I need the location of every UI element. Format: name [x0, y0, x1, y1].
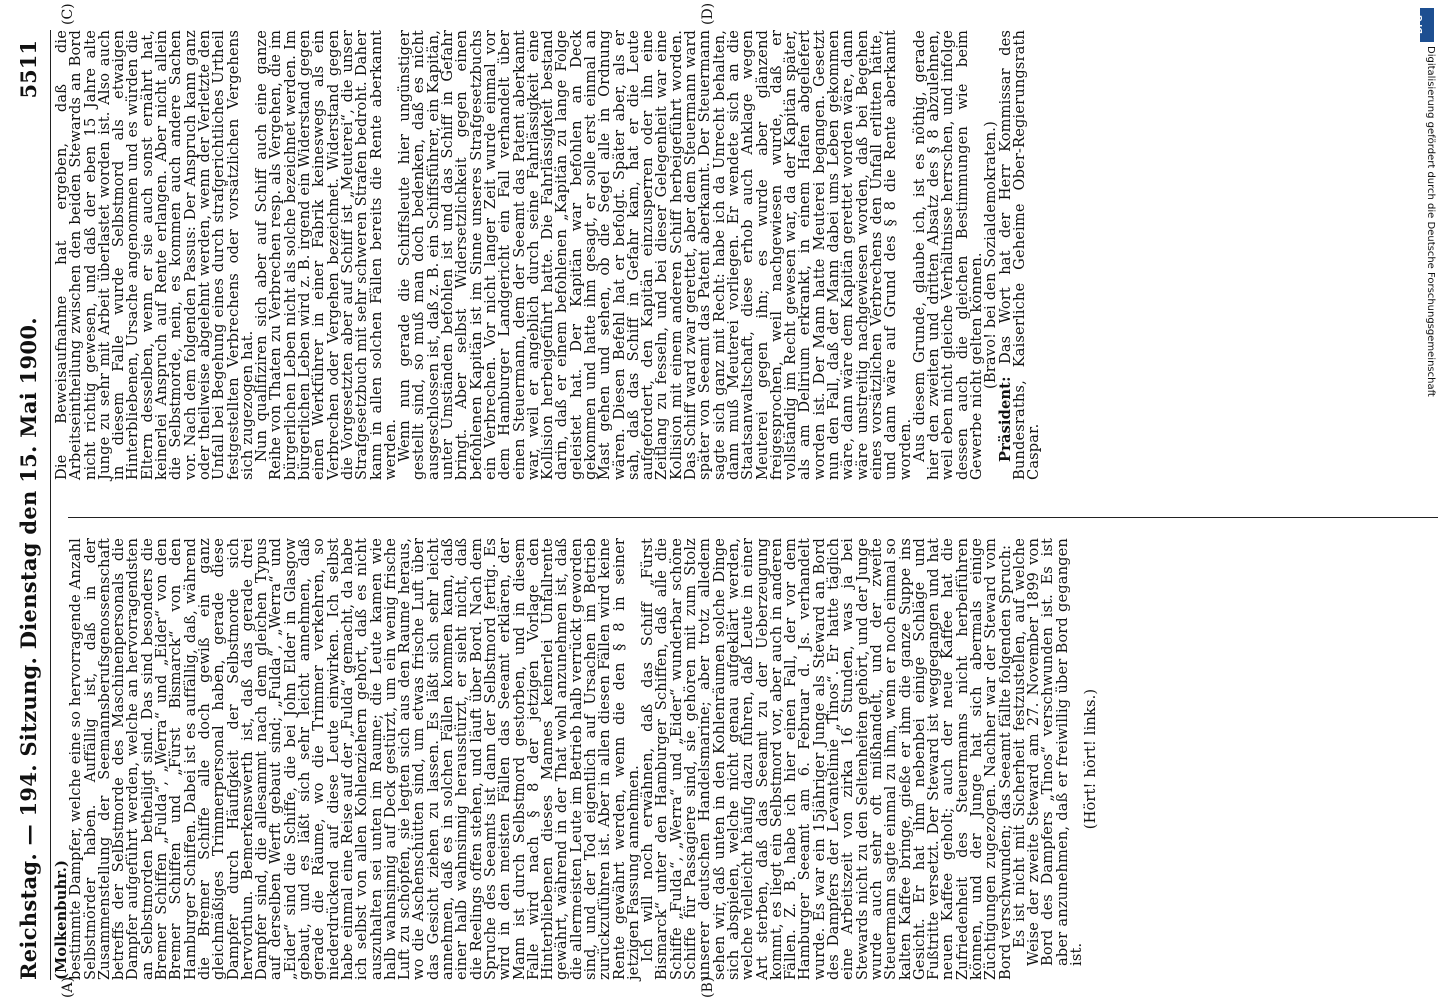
margin-marker-a: (A) [60, 976, 76, 998]
dfg-logo: DFG [1420, 8, 1434, 42]
dfg-note: Digitalisierung gefördert durch die Deutsche Forschungsgemeinschaft [1425, 46, 1436, 397]
interjection: (Hört! hört! links.) [1082, 688, 1100, 830]
page-header [10, 40, 50, 980]
paragraph: Ich will noch erwähnen, daß das Schiff „Fürst Bismarck“ unter den Hamburger Schiffen, daß alle die Schiffe „Fulda“, „Werra“ und „Eider“ wunderbar schöne Schiffe für Passagiere sind, sie gehören mit zum Stolz unserer deutschen Handelsmarine; aber trotz alledem sehen wir, daß unten in den Kohlenräumen solche Dinge sich abspielen, welche nicht genau aufgeklärt werden, welche vielleicht häufig dazu führen, daß Leute in einer Art sterben, daß das Seeamt zu der Ueberzeugung kommt, es liegt ein Selbstmord vor, aber auch in anderen Fällen. Z. B. habe ich hier einen Fall, der vor dem Hamburger Seeamt am 6. Februar d. Js. verhandelt wurde. Es war ein 15jähriger Junge als Steward an Bord des Dampfers der Levantelinie „Tinos“. Er hatte täglich eine Arbeitszeit von zirka 16 Stunden, was ja bei Stewards nicht zu den Seltenheiten gehört, und der Junge wurde auch sehr oft mißhandelt, und der zweite Steuermann sagte einmal zu ihm, wenn er noch einmal so kalten Kaffee bringe, gieße er ihm die ganze Suppe ins Gesicht. Er hat ihm nebenbei einige Schläge und Fußtritte versetzt. Der Steward ist weggegangen und hat neuen Kaffee geholt; auch der neue Kaffee hat die Zufriedenheit des Steuermanns nicht herbeiführen können, und der Junge hat sich abermals einige Züchtigungen zugezogen. Nachher war der Steward vom Bord verschwunden; das Seeamt fällte folgenden Spruch: [639, 538, 1014, 980]
paragraph: Nun qualifiziren sich aber auf Schiff auch eine ganze Reihe von Thaten zu Verbrechen resp. als Vergehen, die im bürgerlichen Leben nicht als solche bezeichnet werden. Im bürgerlichen Leben wird z. B. irgend ein Widerstand gegen einen Werkführer in einer Fabrik keineswegs als ein Verbrechen oder Vergehen bezeichnet. Widerstand gegen die Vorgesetzten aber auf Schiff ist „Meuterei“, die unser Strafgesetzbuch mit sehr schweren Strafen bedroht. Daher kann in allen solchen Fällen bereits die Rente aberkannt werden. [253, 30, 399, 480]
margin-marker-c: (C) [60, 3, 76, 25]
president-paragraph [996, 30, 1043, 480]
paragraph: Wenn nun gerade die Schiffsleute hier ungünstiger gestellt sind, so muß man doch bedenken, daß es nicht ausgeschlossen ist, daß z. B. ein Schiffsführer, ein Kapitän, unter Umständen befohlen ist und das Schiff in Gefahr bringt. Aber selbst Widersetzlichkeit gegen einen befohlenen Kapitän ist im Sinne unseres Strafgesetzbuchs ein Verbrechen. Vor nicht langer Zeit wurde einmal vor dem Hamburger Landgericht ein Fall verhandelt über einen Steuermann, dem der Seeamt das Patent aberkannt war, weil er angeblich durch seine Fahrlässigkeit eine Kollision herbeigeführt hatte. Die Fahrlässigkeit bestand darin, daß er einem befohlenen „Kapitän zu lange Folge geleistet hat. Der Kapitän war befohlen an Deck gekommen und hatte ihm gesagt, er solle erst einmal an Mast gehen und sehen, ob die Segel alle in Ordnung wären. Diesen Befehl hat er befolgt. Später aber, als er sah, daß das Schiff in Gefahr kam, hat er die Leute aufgefordert, den Kapitän einzusperren oder ihn eine Zeitlang zu fesseln, und bei dieser Gelegenheit war eine Kollision mit einem anderen Schiff herbeigeführt worden. Das Schiff ward zwar gerettet, aber dem Steuermann ward später von Seeamt das Patent aberkannt. Der Steuermann sagte sich ganz mit Recht: habe ich da Unrecht behalten, dann muß Meuterei vorliegen. Er wendete sich an die Staatsanwaltschaft, diese erhob auch Anklage wegen Meuterei gegen ihn; es wurde aber glänzend freigesprochen, weil nachgewiesen wurde, daß er vollständig im Recht gewesen war, da der Kapitän später, als am Delirium erkrankt, in einem Hafen abgeliefert worden ist. Der Mann hatte Meuterei begangen. Gesetzt nun den Fall, daß der Mann dabei ums Leben gekommen wäre, dann wäre dem Kapitän gerettet worden wäre, dann wäre unstreitig nachgewiesen worden, daß bei Begehen eines vorsätzlichen Verbrechens den Unfall erlitten hätte, und dann wäre auf Grund des § 8 die Rente aberkannt worden. [396, 30, 914, 480]
page-number: 5511 [16, 40, 41, 99]
header-rule [50, 30, 51, 980]
paragraph: Es ist nicht mit Sicherheit festzustellen, auf welche Weise der zweite Steward am 27. November 1899 von Bord des Dampfers „Tinos“ verschwunden ist. Es ist aber anzunehmen, daß er freiwillig über Bord gegangen ist. [1010, 538, 1086, 966]
margin-marker-b: (B) [700, 976, 716, 998]
page-title: Reichstag. — 194. Sitzung. Dienstag den 15. Mai 1900. [16, 317, 41, 980]
speaker-name: (Molkenbuhr.) [53, 859, 70, 980]
margin-marker-d: (D) [700, 2, 716, 25]
applause-note: (Bravo! bei den Sozialdemokraten.) [982, 121, 1000, 389]
paragraph: bestimmte Dampfer, welche eine so hervorragende Anzahl Selbstmörder haben. Auffällig ist, daß in der Zusammenstellung der Seemannsberufsgenossenschaft betreffs der Selbstmorde des Maschinenpersonals die Dampfer aufgeführt werden, welche an hervorragendsten an Selbstmorden betheiligt sind. Das sind besonders die Bremer Schiffen „Fulda“, „Werra“ und „Eider“ von den Bremer Schiffen und „Fürst Bismarck“ von den Hamburger Schiffen. Dabei ist es auffällig, daß, während die Bremer Schiffe alle doch gewiß ein ganz gleichmäßiges Trimmerpersonal haben, gerade diese Dampfer durch Häufigkeit der Selbstmorde sich hervorthun. Bemerkenswerth ist, daß das gerade drei Dampfer sind, die allesammt nach dem gleichen Typus auf derselben Werft gebaut sind; „Fulda“, „Werra“ und „Eider“ sind die Schiffe, die bei John Elder in Glasgow gebaut, und es läßt sich sehr leicht annehmen, daß gerade die Räume, wo die Trimmer verkehren, so niederdrückend auf diese Leute einwirken. Ich selbst habe einmal eine Reise auf der „Fulda“ gemacht, da habe ich selbst von allen Kohlenziehern gehört, daß es nicht auszuhalten sei unten im Raume; die Leute kamen wie halb wahnsinnig auf Deck gestürzt, um ein wenig frische Luft zu schöpfen, sie legten sich aus den Raume heraus, wo die Aschenschütten sind, um etwas frische Luft über das Gesicht ziehen zu lassen. Es läßt sich sehr leicht annehmen, daß es in solchen Fällen kommen kann, daß einer halb wahnsinnig herausstürzt, er sieht nicht, daß die Reelings offen stehen, und läuft über Bord. Nach dem Spruche des Seeamts ist dann der Selbstmord fertig. Es wird in den meisten Fällen das Seeamt erklären, der Mann ist durch Selbstmord gestorben, und in diesem Falle wird nach § 8 der jetzigen Vorlage den Hinterbliebenen dieses Mannes keinerlei Unfallrente gewährt, während in der That wohl anzunehmen ist, daß die allermeisten Leute im Betrieb halb verrückt geworden sind, und der Tod eigentlich auf Ursachen im Betrieb zurückzuführen ist. Aber in allen diesen Fällen wird keine Rente gewährt werden, wenn die den § 8 in seiner jetzigen Fassung annehmen. [67, 538, 642, 980]
president-text: Das Wort hat der Herr Kommissar des Bundesraths, Kaiserliche Geheime Ober-Regierungsrath Caspar. [996, 30, 1043, 480]
president-label: Präsident: [996, 376, 1014, 462]
paragraph: Die Beweisaufnahme hat ergeben, daß die Arbeitseintheilung zwischen den beiden Stewards an Bord nicht richtig gewesen, und daß der eben 15 Jahre alte Junge zu sehr mit Arbeit überlastet worden ist. Also auch in diesem Falle wurde Selbstmord als etwaigen Hinterbliebenen, Ursache angenommen und es würden die Eltern desselben, wenn er sie auch sonst ernährt hat, keinerlei Anspruch auf Rente erlangen. Aber nicht allein die Selbstmorde, nein, es kommen auch andere Sachen vor. Nach dem folgenden Passus: Der Anspruch kann ganz oder theilweise abgelehnt werden, wenn der Verletzte den Unfall bei Begehung eines durch strafgerichtliches Urtheil festgestellten Verbrechens oder vorsätzlichen Vergehens sich zugezogen hat. [53, 30, 256, 480]
right-column [55, 30, 1355, 480]
column-divider [68, 517, 1438, 518]
left-column [55, 538, 1355, 980]
paragraph: Aus diesem Grunde, glaube ich, ist es nöthig, gerade hier den zweiten und dritten Absatz des § 8 abzulehnen, weil eben nicht gleiche Verhältnisse herrschen, und infolge dessen auch die gleichen Bestimmungen wie beim Gewerbe nicht gelten können. [910, 30, 985, 480]
